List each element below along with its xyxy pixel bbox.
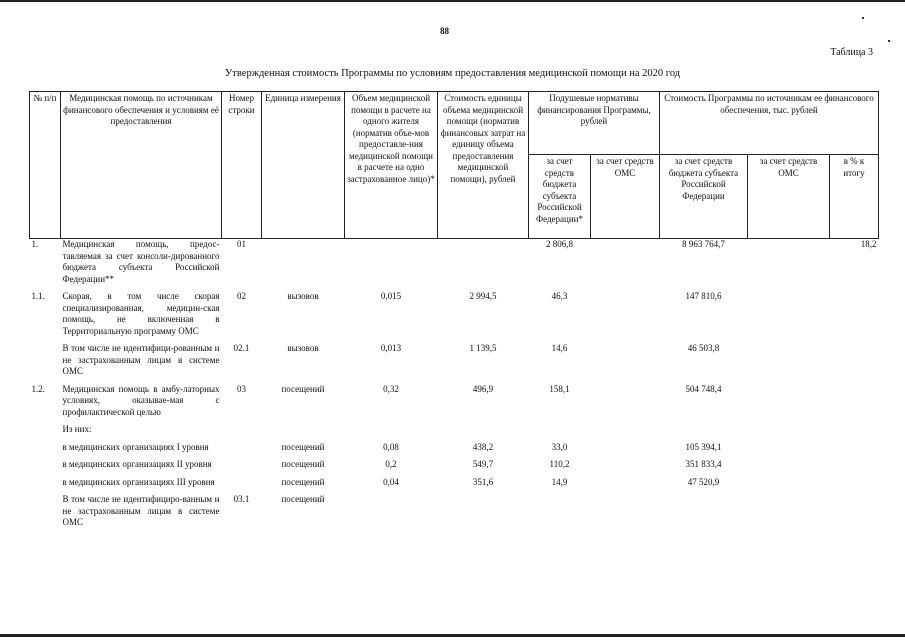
program-cost-oms-cell	[748, 285, 830, 337]
program-cost-budget-cell: 47 520,9	[687, 476, 720, 487]
per-capita-oms-cell	[591, 337, 660, 378]
scan-speck	[888, 40, 890, 42]
table-title: Утвержденная стоимость Программы по условиям предоставления медицинской помощи на 2020 год	[224, 68, 681, 79]
header-volume: Объем медицинской помощи в расчете на одного жителя (норматив объе-мов предоставле-ния медицинской помощи в расчете на одно застрахованное лицо)*	[345, 92, 438, 239]
row-number-cell	[30, 488, 61, 529]
program-cost-oms-cell	[748, 378, 830, 419]
unit-cell: посещений	[281, 494, 325, 504]
bottom-border-line	[0, 634, 905, 637]
header-num: № п/п	[30, 92, 61, 239]
volume-cell: 0,08	[383, 441, 399, 452]
per-capita-oms-cell	[591, 488, 660, 529]
unit-cell: посещений	[281, 459, 325, 469]
unit-cost-cell: 351,6	[472, 476, 494, 487]
program-cost-budget-cell: 8 963 764,7	[682, 239, 725, 249]
percent-cell	[830, 471, 879, 489]
table-row	[30, 418, 879, 436]
percent-cell	[830, 337, 879, 378]
row-number-cell	[30, 453, 61, 471]
unit-cell: посещений	[281, 476, 325, 487]
per-capita-budget-cell	[529, 418, 591, 436]
header-row-number: Номер строки	[222, 92, 262, 239]
line-code-cell: 03	[237, 383, 246, 394]
line-code-cell: 02	[237, 291, 246, 301]
line-code-cell	[222, 453, 262, 471]
unit-cost-cell: 438,2	[472, 441, 494, 452]
per-capita-oms-cell	[591, 239, 660, 286]
unit-cost-cell: 2 994,5	[469, 291, 497, 301]
care-name-cell: Медицинская помощь в амбу-латорных условиях, оказывае-мая с профилактической целью	[62, 383, 220, 417]
per-capita-oms-cell	[591, 436, 660, 454]
unit-cost-cell	[438, 239, 529, 286]
unit-cost-cell	[438, 418, 529, 436]
line-code-cell: 01	[237, 239, 246, 249]
row-number-cell	[30, 436, 61, 454]
row-number-cell	[30, 337, 61, 378]
per-capita-budget-cell: 110,2	[549, 459, 570, 469]
program-cost-budget-cell: 46 503,8	[687, 343, 720, 353]
percent-cell	[830, 453, 879, 471]
program-cost-oms-cell	[748, 488, 830, 529]
table-row	[30, 436, 879, 454]
per-capita-oms-cell	[591, 285, 660, 337]
care-name-cell: Из них:	[62, 424, 92, 434]
scan-speck	[862, 17, 864, 19]
header-unit: Единица измерения	[262, 92, 345, 239]
line-code-cell	[222, 436, 262, 454]
unit-cost-cell	[438, 488, 529, 529]
per-capita-budget-cell: 33,0	[551, 441, 568, 452]
header-cp-budget: за счет средств бюджета субъекта Российской Федерации	[660, 155, 748, 239]
per-capita-budget-cell: 158,1	[549, 383, 570, 394]
program-cost-budget-cell: 504 748,4	[685, 383, 722, 394]
table-row	[30, 239, 879, 286]
volume-cell: 0,013	[380, 343, 402, 353]
header-cp-oms: за счет средств ОМС	[748, 155, 830, 239]
program-cost-budget-cell: 105 394,1	[685, 441, 722, 452]
program-cost-oms-cell	[748, 436, 830, 454]
unit-cost-cell: 549,7	[472, 459, 494, 469]
percent-cell	[830, 488, 879, 529]
care-name-cell: В том числе не идентифици-рованным и не застрахованным лицам в системе ОМС	[62, 343, 220, 376]
unit-cell: посещений	[281, 383, 325, 394]
table-row	[30, 285, 879, 337]
program-cost-budget-cell	[660, 488, 748, 529]
unit-cell: посещений	[281, 441, 325, 452]
header-unit-cost: Стоимость единицы объема медицинской помощи (норматив финансовых затрат на единицу объема предоставления медицинской помощи), рублей	[438, 92, 529, 239]
unit-cost-cell: 1 139,5	[469, 343, 497, 353]
percent-cell	[830, 285, 879, 337]
percent-cell	[830, 418, 879, 436]
unit-cell: вызовов	[287, 343, 319, 353]
care-name-cell: в медицинских организациях I уровня	[62, 441, 209, 452]
volume-cell	[345, 239, 438, 286]
unit-cell	[262, 418, 345, 436]
program-cost-oms-cell	[748, 239, 830, 286]
header-pc-oms: за счет средств ОМС	[591, 155, 660, 239]
percent-cell	[830, 378, 879, 419]
line-code-cell: 03.1	[233, 494, 250, 504]
program-cost-budget-cell: 147 810,6	[685, 291, 722, 301]
percent-cell: 18,2	[860, 239, 877, 249]
line-code-cell	[222, 418, 262, 436]
care-name-cell: в медицинских организациях II уровня	[62, 459, 212, 469]
program-cost-budget-cell: 351 833,4	[685, 459, 722, 469]
percent-cell	[830, 436, 879, 454]
line-code-cell: 02.1	[233, 343, 250, 353]
unit-cell	[262, 239, 345, 286]
row-number-cell: 1.	[31, 239, 39, 249]
row-number-cell	[30, 418, 61, 436]
volume-cell	[345, 418, 438, 436]
volume-cell: 0,2	[385, 459, 397, 469]
header-program-cost: Стоимость Программы по источникам ее финансового обеспечения, тыс. рублей	[660, 92, 879, 155]
table-row	[30, 453, 879, 471]
per-capita-oms-cell	[591, 378, 660, 419]
header-care: Медицинская помощь по источникам финансового обеспечения и условиям её предоставления	[61, 92, 222, 239]
program-cost-oms-cell	[748, 418, 830, 436]
per-capita-budget-cell: 2 806,8	[546, 239, 573, 249]
care-name-cell: Медицинская помощь, предос-тавляемая за счет консоли-дированного бюджета субъекта Российской Федерации**	[62, 239, 220, 284]
table-row	[30, 378, 879, 419]
header-per-capita: Подушевые нормативы финансирования Программы, рублей	[529, 92, 660, 155]
program-cost-oms-cell	[748, 453, 830, 471]
header-pc-budget: за счет средств бюджета субъекта Российской Федерации*	[529, 155, 591, 239]
header-cp-percent: в % к итогу	[830, 155, 879, 239]
volume-cell: 0,015	[380, 291, 402, 301]
program-cost-oms-cell	[748, 337, 830, 378]
line-code-cell	[222, 471, 262, 489]
care-name-cell: в медицинских организациях III уровня	[62, 476, 215, 487]
per-capita-budget-cell: 14,9	[551, 476, 568, 487]
program-cost-budget-cell	[660, 418, 748, 436]
volume-cell	[345, 488, 438, 529]
table-row	[30, 337, 879, 378]
care-name-cell: В том числе не идентифициро-ванным и не застрахованным лицам в системе ОМС	[62, 494, 220, 527]
cost-table	[29, 91, 879, 529]
row-number-cell: 1.2.	[31, 383, 45, 394]
care-name-cell: Скорая, в том числе скорая специализированная, медицин-ская помощь, не включенная в Территориальную программу ОМС	[62, 291, 220, 336]
per-capita-oms-cell	[591, 418, 660, 436]
top-border-line	[0, 0, 905, 2]
per-capita-budget-cell: 46,3	[551, 291, 568, 301]
table-row	[30, 471, 879, 489]
per-capita-budget-cell: 14,6	[551, 343, 568, 353]
volume-cell: 0,32	[383, 383, 399, 394]
per-capita-budget-cell	[529, 488, 591, 529]
table-label: Таблица 3	[830, 47, 873, 58]
row-number-cell: 1.1.	[31, 291, 45, 301]
row-number-cell	[30, 471, 61, 489]
page-number: 88	[440, 26, 449, 36]
program-cost-oms-cell	[748, 471, 830, 489]
volume-cell: 0,04	[383, 476, 399, 487]
table-row	[30, 488, 879, 529]
per-capita-oms-cell	[591, 471, 660, 489]
unit-cell: вызовов	[287, 291, 319, 301]
unit-cost-cell: 496,9	[472, 383, 494, 394]
per-capita-oms-cell	[591, 453, 660, 471]
